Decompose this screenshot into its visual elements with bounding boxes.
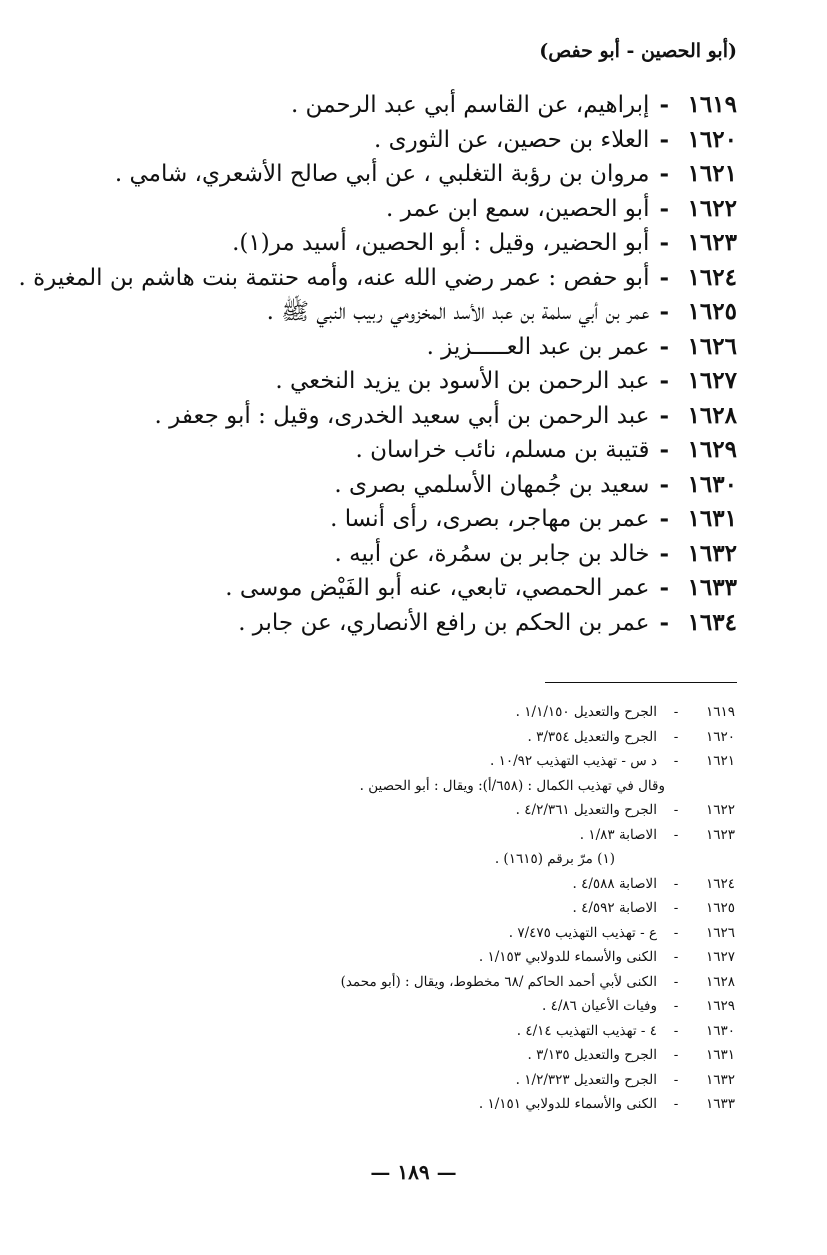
footnote-row (135, 725, 735, 750)
footnote-number: ١٦٢٨ (705, 973, 735, 990)
entry-number: ١٦٢٥ (687, 298, 737, 325)
running-header: (أبو الحصين - أبو حفص) (539, 40, 737, 62)
footnote-row (135, 872, 735, 897)
entry-number: ١٦٣٠ (687, 470, 737, 498)
entry-row (37, 537, 737, 572)
page-number: — ١٨٩ — (370, 1160, 457, 1184)
footnote-number: ١٦٣٢ (705, 1071, 735, 1088)
entry-text: أبو الحصين، سمع ابن عمر . (386, 195, 650, 222)
entry-number: ١٦٢٣ (687, 229, 737, 256)
entry-row (37, 433, 737, 468)
footnote-number: ١٦٣٠ (705, 1022, 735, 1039)
entry-dash: - (659, 160, 669, 187)
footnote-dash: - (673, 998, 679, 1014)
entry-text: عمر الحمصي، تابعي، عنه أبو الفَيْض موسى . (225, 575, 650, 601)
entry-dash: - (659, 125, 669, 153)
entry-number: ١٦٢٨ (687, 401, 737, 429)
footnote-row (135, 896, 735, 921)
entry-number: ١٦٢٦ (687, 332, 737, 360)
entry-dash: - (659, 436, 669, 463)
entry-row (37, 571, 737, 606)
footnote-dash: - (673, 1022, 679, 1039)
footnote-text: الجرح والتعديل ١/٢/٣٢٣ . (515, 1071, 657, 1088)
footnote-dash: - (673, 875, 679, 892)
entry-number: ١٦٢١ (687, 160, 737, 187)
entry-number: ١٦٣١ (687, 505, 737, 532)
footnote-text: الاصابة ٤/٥٨٨ . (572, 875, 657, 892)
entry-number: ١٦٢٩ (687, 436, 737, 463)
entry-dash: - (659, 298, 669, 325)
entry-text: سعيد بن جُمهان الأسلمي بصرى . (334, 471, 650, 498)
footnote-text: وفيات الأعيان ٤/٨٦ . (542, 998, 657, 1014)
footnote-dash: - (673, 1047, 679, 1063)
entry-row (37, 606, 737, 641)
footnote-number: ١٦٢١ (705, 753, 735, 769)
entry-text: عمر بن أبي سلمة بن عبد الأسد المخزومي ربيب النبي ﷺ . (266, 299, 650, 325)
entry-text: عبد الرحمن بن أبي سعيد الخدرى، وقيل : أبو جعفر . (154, 402, 650, 429)
footnote-dash: - (673, 728, 679, 745)
entry-dash: - (659, 367, 669, 394)
footnote-dash: - (673, 973, 679, 990)
footnote-number: ١٦٢٦ (705, 924, 735, 941)
entry-text: عمر بن عبد العـــــزيز . (426, 333, 650, 360)
footnote-row (135, 823, 735, 848)
footnote-text: الكنى والأسماء للدولابي ١/١٥٣ . (478, 949, 657, 965)
footnote-row (135, 1043, 735, 1068)
footnote-text: الجرح والتعديل ١/١/١٥٠ . (515, 704, 657, 720)
entry-text: أبو حفص : عمر رضي الله عنه، وأمه حنتمة بنت هاشم بن المغيرة . (18, 264, 650, 291)
entry-text: قتيبة بن مسلم، نائب خراسان . (355, 437, 650, 463)
footnote-text: الاصابة ١/٨٣ . (579, 826, 657, 843)
footnote-dash: - (673, 1096, 679, 1112)
footnote-text: الكنى والأسماء للدولابي ١/١٥١ . (478, 1096, 657, 1112)
footnote-number: ١٦٣٣ (705, 1096, 735, 1112)
footnote-text: (١) مرّ برقم (١٦١٥) . (494, 851, 615, 867)
footnote-text: ع - تهذيب التهذيب ٧/٤٧٥ . (508, 924, 657, 941)
entry-dash: - (659, 229, 669, 256)
footnote-row (135, 994, 735, 1019)
entry-text: عمر بن الحكم بن رافع الأنصاري، عن جابر . (238, 609, 650, 636)
footnote-dash: - (673, 826, 679, 843)
footnote-number: ١٦٢٥ (705, 900, 735, 916)
footnote-number: ١٦١٩ (705, 704, 735, 720)
footnote-text: ٤ - تهذيب التهذيب ٤/١٤ . (516, 1022, 657, 1039)
entry-number: ١٦٢٧ (687, 367, 737, 394)
entry-row (37, 88, 737, 123)
entries-list (18, 88, 737, 640)
entry-text: عمر بن مهاجر، بصرى، رأى أنسا . (330, 506, 650, 532)
entry-row (37, 123, 737, 158)
entry-row (37, 468, 737, 503)
entry-text: إبراهيم، عن القاسم أبي عبد الرحمن . (290, 92, 650, 118)
entry-dash: - (659, 401, 669, 429)
entry-text: عبد الرحمن بن الأسود بن يزيد النخعي . (275, 368, 650, 394)
entry-text: العلاء بن حصين، عن الثورى . (374, 126, 650, 153)
footnote-dash: - (673, 753, 679, 769)
footnote-dash: - (673, 949, 679, 965)
footnote-number: ١٦٢٤ (705, 875, 735, 892)
entry-row (18, 261, 737, 296)
footnote-row (135, 1019, 735, 1044)
footnote-row (135, 774, 735, 799)
entry-text: خالد بن جابر بن سمُرة، عن أبيه . (334, 540, 650, 567)
footnote-row (135, 1068, 735, 1093)
entry-text: أبو الحضير، وقيل : أبو الحصين، أسيد مر(١). (232, 230, 650, 256)
footnote-text: د س - تهذيب التهذيب ١٠/٩٢ . (489, 753, 657, 769)
footnote-number: ١٦٢٢ (705, 802, 735, 818)
entry-row (37, 502, 737, 537)
footnote-text: الاصابة ٤/٥٩٢ . (572, 900, 657, 916)
entry-dash: - (659, 91, 669, 118)
footnote-text: الجرح والتعديل ٤/٢/٣٦١ . (515, 802, 657, 818)
entry-number: ١٦٢٠ (687, 125, 737, 153)
footnote-dash: - (673, 900, 679, 916)
footnote-text: وقال في تهذيب الكمال : (٦٥٨/أ): ويقال : أبو الحصين . (359, 777, 665, 794)
entry-row (37, 192, 737, 227)
entry-row (37, 226, 737, 261)
footnote-row (135, 921, 735, 946)
footnote-text: الكنى لأبي أحمد الحاكم /٦٨ مخطوط، ويقال : (أبو محمد) (340, 973, 657, 990)
footnotes-list (135, 700, 735, 1117)
footnote-dash: - (673, 802, 679, 818)
entry-number: ١٦٢٢ (687, 194, 737, 222)
footnote-row (135, 970, 735, 995)
entry-row (37, 330, 737, 365)
footnote-text: الجرح والتعديل ٣/٣٥٤ . (527, 728, 657, 745)
footnote-row (135, 700, 735, 725)
footnote-text: الجرح والتعديل ٣/١٣٥ . (527, 1047, 657, 1063)
entry-row (37, 157, 737, 192)
footnote-row (135, 749, 735, 774)
entry-row (37, 295, 737, 330)
entry-dash: - (659, 608, 669, 636)
entry-row (37, 399, 737, 434)
entry-row (37, 364, 737, 399)
entry-number: ١٦٣٤ (687, 608, 737, 636)
entry-dash: - (659, 332, 669, 360)
footnote-number: ١٦٢٩ (705, 998, 735, 1014)
footnote-dash: - (673, 1071, 679, 1088)
entry-number: ١٦٢٤ (687, 263, 737, 291)
entry-dash: - (659, 539, 669, 567)
footnote-row (135, 847, 735, 872)
entry-dash: - (659, 263, 669, 291)
entry-text: مروان بن رؤبة التغلبي ، عن أبي صالح الأشعري، شامي . (114, 161, 650, 187)
footnote-divider (545, 682, 737, 683)
footnote-number: ١٦٢٧ (705, 949, 735, 965)
footnote-number: ١٦٢٠ (705, 728, 735, 745)
entry-dash: - (659, 505, 669, 532)
entry-number: ١٦٣٢ (687, 539, 737, 567)
footnote-row (135, 945, 735, 970)
entry-dash: - (659, 574, 669, 601)
entry-number: ١٦١٩ (687, 91, 737, 118)
footnote-row (135, 798, 735, 823)
entry-number: ١٦٣٣ (687, 574, 737, 601)
footnote-number: ١٦٢٣ (705, 826, 735, 843)
entry-dash: - (659, 194, 669, 222)
footnote-dash: - (673, 704, 679, 720)
footnote-row (135, 1092, 735, 1117)
entry-dash: - (659, 470, 669, 498)
footnote-number: ١٦٣١ (705, 1047, 735, 1063)
footnote-dash: - (673, 924, 679, 941)
